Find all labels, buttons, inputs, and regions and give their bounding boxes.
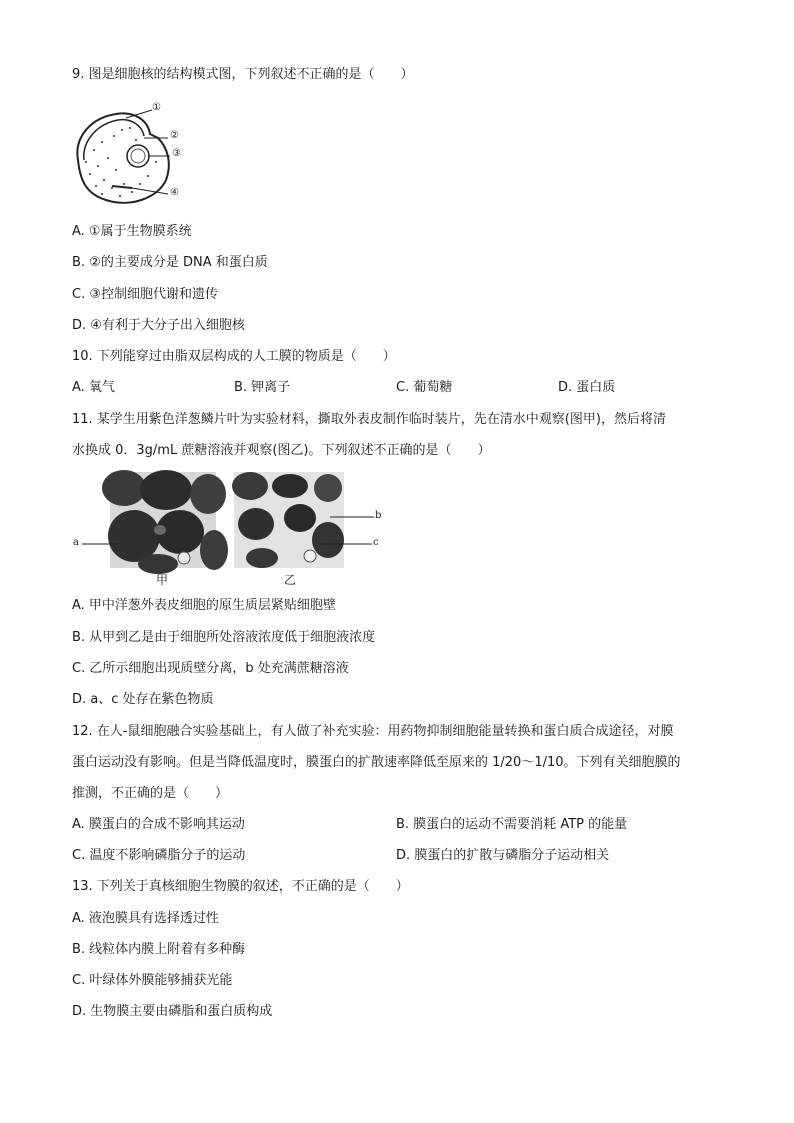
q11-stem-line2: 水换成 0．3g/mL 蔗糖溶液并观察(图乙)。下列叙述不正确的是（ ）: [72, 443, 491, 458]
label-3: ③: [172, 148, 181, 159]
pointer-a: [82, 538, 122, 548]
micrograph-yi: [234, 472, 344, 568]
caption-jia: 甲: [156, 573, 169, 587]
q10-option-c: C. 葡萄糖: [396, 380, 453, 395]
q10-option-b: B. 钾离子: [234, 380, 291, 395]
q12-option-a: A. 膜蛋白的合成不影响其运动: [72, 817, 245, 832]
label-c: c: [373, 537, 379, 548]
q11-option-d: D. a、c 处存在紫色物质: [72, 692, 214, 707]
q10-option-a: A. 氧气: [72, 380, 115, 395]
q13-option-d: D. 生物膜主要由磷脂和蛋白质构成: [72, 1004, 273, 1019]
q11-option-c: C. 乙所示细胞出现质壁分离，b 处充满蔗糖溶液: [72, 661, 349, 676]
q12-stem-line2: 蛋白运动没有影响。但是当降低温度时，膜蛋白的扩散速率降低至原来的 1/20～1/10。下列有关细胞膜的: [72, 755, 681, 770]
q11-option-b: B. 从甲到乙是由于细胞所处溶液浓度低于细胞液浓度: [72, 630, 376, 645]
q9-option-a: A. ①属于生物膜系统: [72, 224, 192, 239]
q11-option-a: A. 甲中洋葱外表皮细胞的原生质层紧贴细胞壁: [72, 598, 336, 613]
q9-stem: 9. 图是细胞核的结构模式图，下列叙述不正确的是（ ）: [72, 67, 414, 82]
q10-option-d: D. 蛋白质: [558, 380, 616, 395]
q10-stem: 10. 下列能穿过由脂双层构成的人工膜的物质是（ ）: [72, 349, 396, 364]
q13-stem: 13. 下列关于真核细胞生物膜的叙述，不正确的是（ ）: [72, 879, 409, 894]
q12-option-c: C. 温度不影响磷脂分子的运动: [72, 848, 246, 863]
q12-option-b: B. 膜蛋白的运动不需要消耗 ATP 的能量: [396, 817, 628, 832]
label-a: a: [73, 537, 79, 548]
label-2: ②: [170, 130, 179, 141]
q11-stem-line1: 11. 某学生用紫色洋葱鳞片叶为实验材料，撕取外表皮制作临时装片，先在清水中观察(图甲)，然后将清: [72, 412, 666, 427]
q12-stem-line3: 推测，不正确的是（ ）: [72, 786, 229, 801]
q13-option-c: C. 叶绿体外膜能够捕获光能: [72, 973, 233, 988]
q9-option-c: C. ③控制细胞代谢和遗传: [72, 287, 218, 302]
label-b: b: [375, 510, 382, 521]
label-1: ①: [152, 102, 161, 113]
q12-option-d: D. 膜蛋白的扩散与磷脂分子运动相关: [396, 848, 610, 863]
caption-yi: 乙: [284, 573, 297, 587]
label-4: ④: [170, 187, 179, 198]
q12-stem-line1: 12. 在人-鼠细胞融合实验基础上，有人做了补充实验：用药物抑制细胞能量转换和蛋白质合成途径，对膜: [72, 724, 674, 739]
pointer-b: [330, 512, 374, 522]
micrograph-jia: [110, 472, 216, 568]
pointer-c: [322, 539, 372, 549]
q9-option-d: D. ④有利于大分子出入细胞核: [72, 318, 245, 333]
q13-option-b: B. 线粒体内膜上附着有多种酶: [72, 942, 246, 957]
q9-option-b: B. ②的主要成分是 DNA 和蛋白质: [72, 255, 268, 270]
q13-option-a: A. 液泡膜具有选择透过性: [72, 911, 219, 926]
